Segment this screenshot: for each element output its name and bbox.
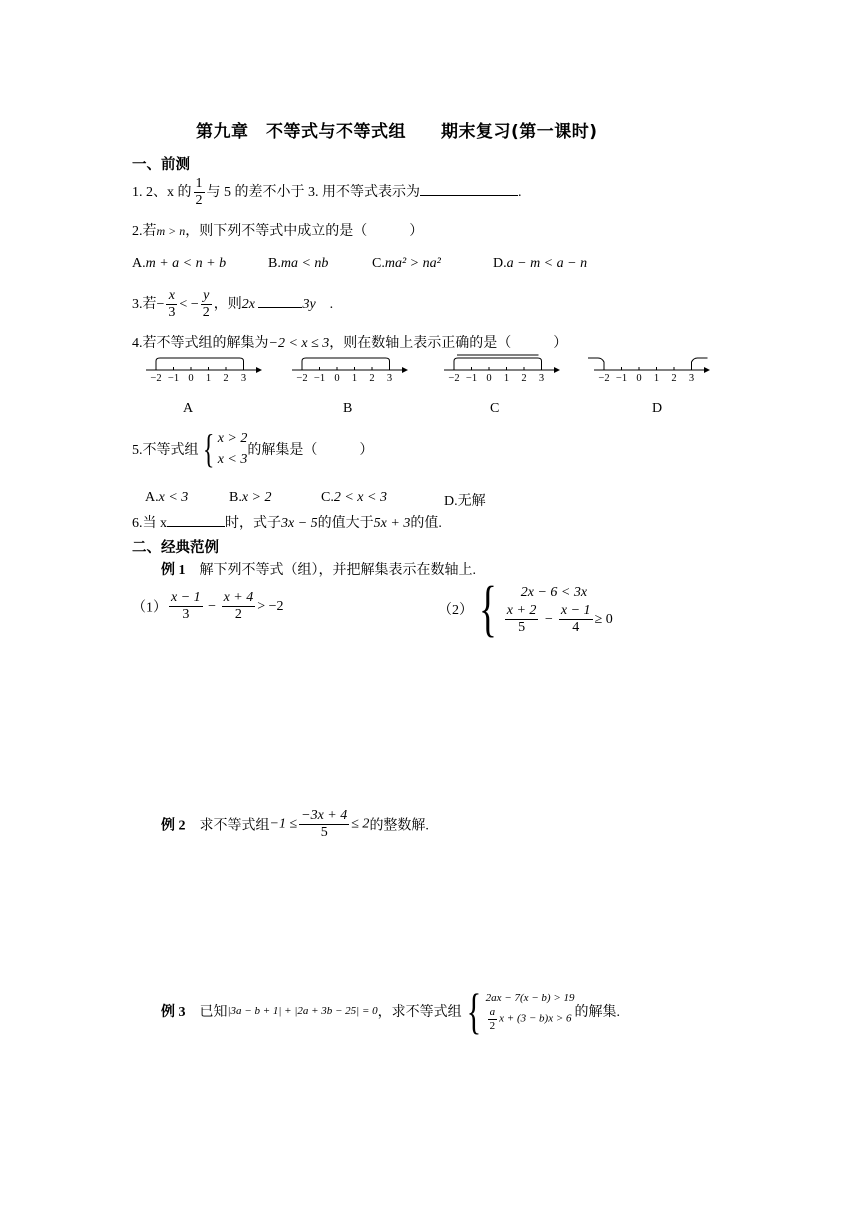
section-heading-pretest: 一、前测 <box>132 157 190 173</box>
q1-prefix: 1. 2、x 的 <box>132 184 192 200</box>
ex3-brace: { <box>466 983 481 1039</box>
tick-label: 0 <box>636 373 642 384</box>
q4-range: −2 < x ≤ 3 <box>268 336 330 351</box>
tick-label: 0 <box>486 373 492 384</box>
number-line-a <box>146 358 262 384</box>
tick-label: 1 <box>653 373 660 384</box>
q5-option-b[interactable]: B.x > 2 <box>229 490 272 505</box>
page-title: 第九章 不等式与不等式组 期末复习(第一课时) <box>196 122 598 142</box>
question-1: 1. 2、x 的 $\frac{1}{2}$ 与 5 的差不小于 3. 用不等式表示为 . <box>132 176 522 209</box>
q2-option-d[interactable]: D.a − m < a − n <box>493 256 588 271</box>
tick-label: 2 <box>369 373 375 384</box>
q1-fraction: $\frac{1}{2}$ <box>195 176 203 209</box>
ex1-p2-brace: { <box>478 575 497 643</box>
question-4: 4.若不等式组的解集为−2 < x ≤ 3，则在数轴上表示正确的是（ ） <box>132 336 568 351</box>
example-1-part-1: （1） $\frac{x - 1}{3}$ − $\frac{x + 4}{2}$ > −2 <box>132 590 284 623</box>
tick-label: −2 <box>296 373 308 384</box>
q5-brace: { <box>202 426 214 471</box>
tick-label: 1 <box>205 373 212 384</box>
q2-option-a[interactable]: A.m + a < n + b <box>132 256 227 271</box>
tick-label: 1 <box>351 373 358 384</box>
tick-label: 3 <box>688 373 695 384</box>
q4-option-a[interactable]: A <box>183 401 194 416</box>
q2-option-c[interactable]: C.ma² > na² <box>372 256 441 271</box>
example-3: 例 3 已知|3a − b + 1| + |2a + 3b − 25| = 0，求不等式组{ 2ax − 7(x − b) > 19 $\frac{a}{2}$ x + (3 − b)x > 6 的解集. <box>161 983 620 1039</box>
tick-label: 3 <box>538 373 545 384</box>
q5-option-a[interactable]: A.x < 3 <box>145 490 189 505</box>
number-line-c <box>444 355 560 384</box>
axis-arrow <box>704 367 710 373</box>
solution-ray-left <box>588 358 604 370</box>
tick-label: −2 <box>448 373 460 384</box>
number-line-d <box>588 358 710 384</box>
q6-answer-blank[interactable] <box>167 514 225 527</box>
tick-label: −1 <box>615 373 628 384</box>
axis-arrow <box>402 367 408 373</box>
q2-option-b[interactable]: B.ma < nb <box>268 256 329 271</box>
q4-option-d[interactable]: D <box>652 401 663 416</box>
q5-option-d[interactable]: D.无解 <box>444 494 486 509</box>
tick-label: 1 <box>503 373 510 384</box>
question-5: 5.不等式组{ x > 2 x < 3 的解集是（ ） <box>132 426 374 471</box>
solution-bracket <box>454 358 542 370</box>
example-1-heading: 例 1 解下列不等式（组），并把解集表示在数轴上. <box>161 563 476 578</box>
number-line-b <box>292 358 408 384</box>
example-1-part-2: （2）{ 2x − 6 < 3x $\frac{x + 2}{5}$ − $\frac{x - 1}{4}$ ≥ 0 <box>438 575 613 643</box>
tick-label: −1 <box>313 373 326 384</box>
q2-condition: m > n <box>156 224 186 238</box>
example-2: 例 2 求不等式组−1 ≤ $\frac{-3x + 4}{5}$ ≤ 2的整数解. <box>161 808 429 841</box>
ex3-system: 2ax − 7(x − b) > 19 $\frac{a}{2}$ x + (3 − b)x > 6 <box>485 991 575 1032</box>
tick-label: 3 <box>240 373 247 384</box>
q4-option-c[interactable]: C <box>490 401 500 416</box>
q5-system: x > 2 x < 3 <box>217 431 248 467</box>
tick-label: −2 <box>150 373 162 384</box>
q5-option-c[interactable]: C.2 < x < 3 <box>321 490 387 505</box>
q4-option-b[interactable]: B <box>343 401 353 416</box>
ex1-p2-system: 2x − 6 < 3x $\frac{x + 2}{5}$ − $\frac{x - 1}{4}$ ≥ 0 <box>506 584 613 635</box>
q3-answer-blank[interactable] <box>258 295 302 308</box>
tick-label: 3 <box>386 373 393 384</box>
axis-arrow <box>256 367 262 373</box>
section-heading-examples: 二、经典范例 <box>132 540 219 556</box>
tick-label: −1 <box>465 373 478 384</box>
tick-label: −1 <box>167 373 180 384</box>
q1-suffix: 与 5 的差不小于 3. 用不等式表示为 <box>206 184 420 200</box>
tick-label: 0 <box>334 373 340 384</box>
q4-number-lines <box>130 352 730 388</box>
question-3: 3.若− $\frac{x}{3}$ < − $\frac{y}{2}$ ，则2x 3y . <box>132 288 334 321</box>
question-6: 6.当 x 时，式子3x − 5的值大于5x + 3的值. <box>132 516 442 531</box>
solution-bracket <box>156 358 244 370</box>
tick-label: 2 <box>671 373 677 384</box>
solution-bracket <box>302 358 390 370</box>
tick-label: 2 <box>223 373 229 384</box>
axis-arrow <box>554 367 560 373</box>
tick-label: −2 <box>598 373 610 384</box>
q1-answer-blank[interactable] <box>420 183 518 196</box>
tick-label: 0 <box>188 373 194 384</box>
question-2: 2.若m > n，则下列不等式中成立的是（ ） <box>132 224 424 239</box>
tick-label: 2 <box>521 373 527 384</box>
